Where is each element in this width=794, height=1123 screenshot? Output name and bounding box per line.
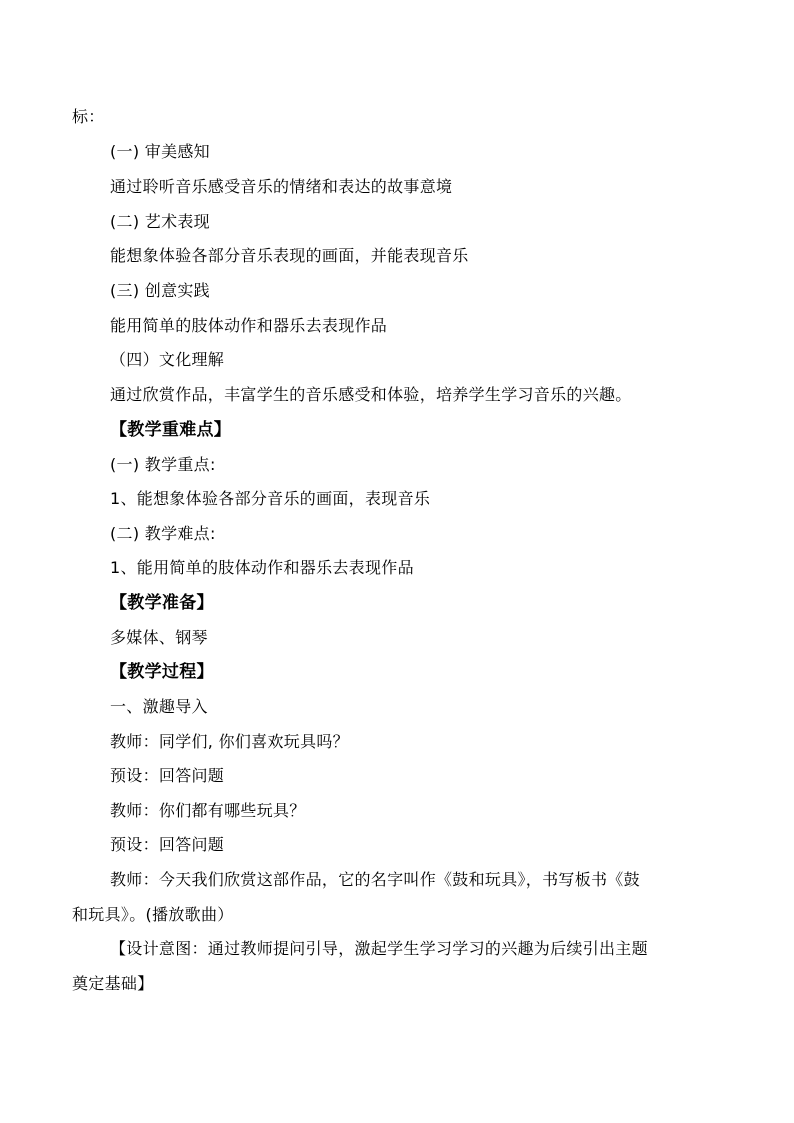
text-line: 通过欣赏作品，丰富学生的音乐感受和体验，培养学生学习音乐的兴趣。 bbox=[110, 385, 632, 404]
text-line: 和玩具》。(播放歌曲） bbox=[72, 905, 234, 924]
text-line: 多媒体、钢琴 bbox=[110, 628, 208, 647]
text-line: 教师：今天我们欣赏这部作品，它的名字叫作《鼓和玩具》，书写板书《鼓 bbox=[110, 870, 640, 889]
text-line: 通过聆听音乐感受音乐的情绪和表达的故事意境 bbox=[110, 177, 453, 196]
text-line: 1、能想象体验各部分音乐的画面，表现音乐 bbox=[110, 489, 431, 508]
subheading-introduction: 一、激趣导入 bbox=[110, 697, 208, 716]
text-line: 预设：回答问题 bbox=[110, 766, 225, 785]
section-heading-preparation: 【教学准备】 bbox=[110, 593, 214, 613]
subheading-difficulty: (二) 教学难点: bbox=[110, 524, 216, 543]
text-line: 教师：你们都有哪些玩具？ bbox=[110, 801, 306, 820]
design-intent-line: 【设计意图：通过教师提问引导，激起学生学习学习的兴趣为后续引出主题 bbox=[110, 939, 648, 958]
design-intent-line: 奠定基础】 bbox=[72, 974, 154, 993]
section-heading-key-points: 【教学重难点】 bbox=[110, 420, 232, 440]
heading-cultural-understanding: （四）文化理解 bbox=[110, 350, 225, 369]
text-line: 能想象体验各部分音乐表现的画面，并能表现音乐 bbox=[110, 246, 469, 265]
subheading-key-point: (一) 教学重点: bbox=[110, 455, 216, 474]
heading-artistic-expression: (二) 艺术表现 bbox=[110, 212, 210, 231]
text-line: 1、能用简单的肢体动作和器乐去表现作品 bbox=[110, 558, 414, 577]
heading-creative-practice: (三) 创意实践 bbox=[110, 281, 210, 300]
section-heading-process: 【教学过程】 bbox=[110, 662, 214, 682]
text-line: 教师：同学们, 你们喜欢玩具吗？ bbox=[110, 732, 349, 751]
text-line: 预设：回答问题 bbox=[110, 835, 225, 854]
heading-aesthetic-perception: (一) 审美感知 bbox=[110, 142, 210, 161]
text-line-intro: 标： bbox=[72, 107, 105, 126]
text-line: 能用简单的肢体动作和器乐去表现作品 bbox=[110, 316, 388, 335]
